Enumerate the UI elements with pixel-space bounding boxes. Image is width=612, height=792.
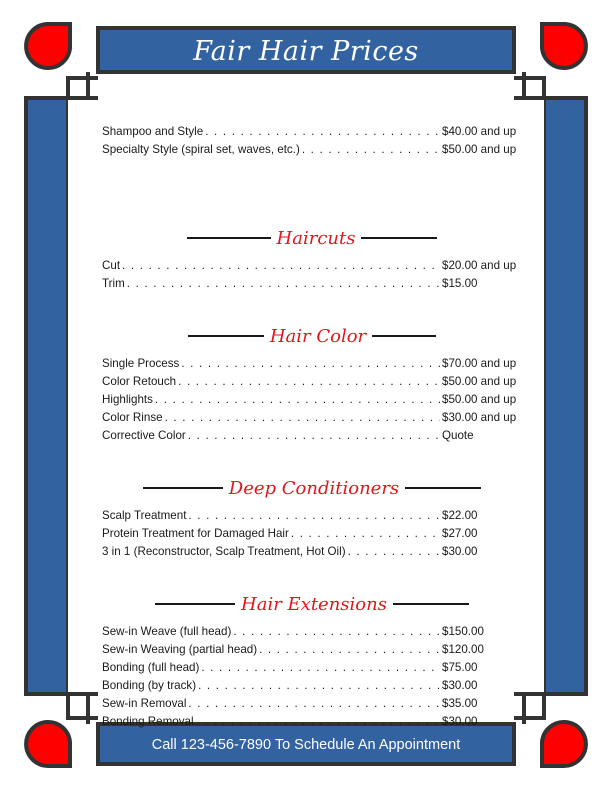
dot-leader [233,625,440,638]
service-name: Specialty Style (spiral set, waves, etc.) [102,142,300,156]
service-price: $30.00 [442,678,478,692]
dot-leader [259,643,440,656]
price-row [102,640,522,658]
price-section [102,324,522,444]
right-side-panel [544,98,586,694]
corner-ornament-bottom-right [542,722,586,766]
intro-price-list [102,122,522,158]
price-row [102,542,522,560]
dot-leader [348,545,440,558]
dot-leader [178,375,440,388]
price-row [102,712,522,730]
dot-leader [196,715,440,728]
footer-call-to-action: Call 123-456-7890 To Schedule An Appointment [151,737,461,753]
price-row [102,256,522,274]
price-row [102,676,522,694]
price-section [102,476,522,560]
price-row [102,390,522,408]
service-name: Shampoo and Style [102,124,204,138]
section-title: Hair Extensions [241,593,387,615]
service-name: Scalp Treatment [102,508,187,522]
service-price: $50.00 and up [442,142,517,156]
service-name: Sew-in Removal [102,696,187,710]
dot-leader [165,411,440,424]
corner-ornament-bottom-left [26,722,70,766]
service-price: $50.00 and up [442,374,517,388]
price-section [102,592,522,730]
service-price: Quote [442,428,474,442]
price-row [102,426,522,444]
service-name: Sew-in Weave (full head) [102,624,232,638]
service-price: $40.00 and up [442,124,517,138]
dot-leader [291,527,440,540]
service-price: $27.00 [442,526,478,540]
left-side-panel [26,98,68,694]
price-list [102,122,522,730]
dot-leader [188,697,440,710]
dot-leader [188,509,440,522]
price-row [102,274,522,292]
dot-leader [198,679,440,692]
corner-ornament-top-right [542,24,586,68]
price-row [102,658,522,676]
price-row [102,408,522,426]
dot-leader [127,277,440,290]
section-title: Haircuts [276,227,356,249]
dot-leader [205,125,440,138]
price-row [102,694,522,712]
heading-rule-right [393,603,469,605]
service-price: $120.00 [442,642,484,656]
service-name: 3 in 1 (Reconstructor, Scalp Treatment, Hot Oil) [102,544,346,558]
service-name: Cut [102,258,121,272]
service-price: $70.00 and up [442,356,517,370]
corner-ornament-top-left [26,24,70,68]
price-section [102,226,522,292]
dot-leader [302,143,440,156]
service-name: Color Rinse [102,410,163,424]
service-price: $20.00 and up [442,258,517,272]
service-name: Bonding (by track) [102,678,197,692]
section-title: Hair Color [269,325,367,347]
service-price: $30.00 [442,544,478,558]
service-name: Corrective Color [102,428,186,442]
price-row [102,506,522,524]
price-row [102,372,522,390]
service-price: $30.00 [442,714,478,728]
price-row [102,122,522,140]
dot-leader [188,429,440,442]
dot-leader [122,259,440,272]
service-price: $15.00 [442,276,478,290]
price-row [102,354,522,372]
heading-rule-left [143,487,223,489]
service-name: Bonding Removal [102,714,194,728]
service-price: $35.00 [442,696,478,710]
heading-rule-right [405,487,481,489]
service-price: $30.00 and up [442,410,517,424]
service-name: Single Process [102,356,180,370]
service-price: $150.00 [442,624,484,638]
service-name: Highlights [102,392,153,406]
service-name: Protein Treatment for Damaged Hair [102,526,289,540]
service-name: Sew-in Weaving (partial head) [102,642,258,656]
section-heading [102,324,522,348]
section-title: Deep Conditioners [228,477,400,499]
service-price: $22.00 [442,508,478,522]
section-heading [102,226,522,250]
price-sections [102,226,522,730]
heading-rule-left [155,603,235,605]
service-price: $75.00 [442,660,478,674]
price-row [102,140,522,158]
dot-leader [201,661,440,674]
dot-leader [155,393,440,406]
section-heading [102,476,522,500]
heading-rule-left [187,237,271,239]
section-heading [102,592,522,616]
price-row [102,622,522,640]
service-name: Color Retouch [102,374,177,388]
heading-rule-right [372,335,436,337]
service-name: Trim [102,276,125,290]
service-name: Bonding (full head) [102,660,200,674]
dot-leader [181,357,440,370]
heading-rule-right [361,237,437,239]
price-row [102,524,522,542]
heading-rule-left [188,335,264,337]
page-title: Fair Hair Prices [193,35,419,67]
service-price: $50.00 and up [442,392,517,406]
